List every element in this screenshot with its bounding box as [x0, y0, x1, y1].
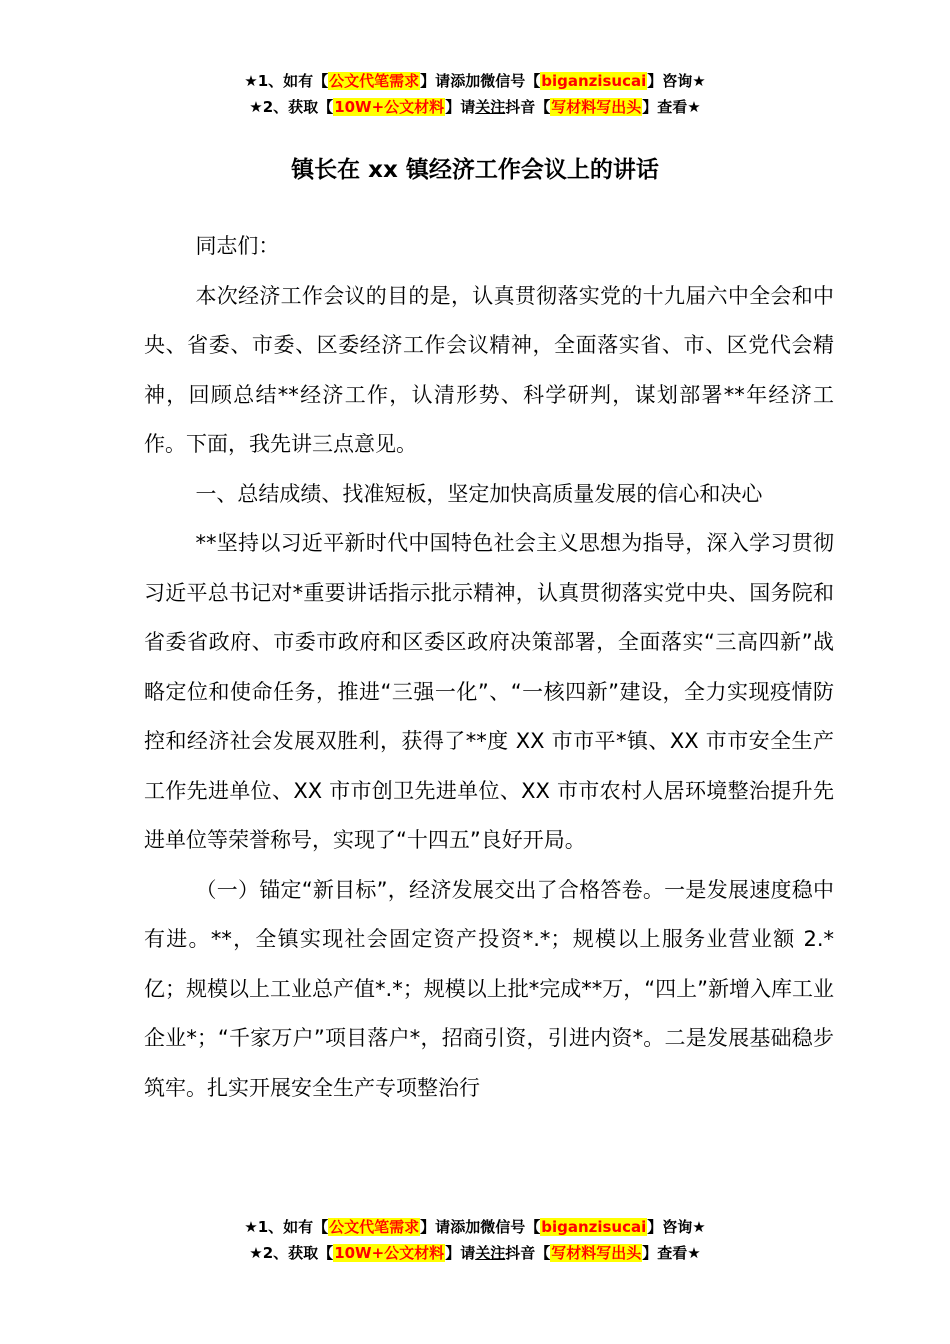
promo-text: ★2、获取【 — [249, 1244, 334, 1262]
document-title: 镇长在 xx 镇经济工作会议上的讲话 — [291, 157, 659, 183]
footer-promo-banner — [0, 1214, 950, 1266]
promo-highlight: biganzisucai — [541, 1218, 647, 1236]
promo-text: ★1、如有【 — [244, 1218, 329, 1236]
promo-highlight: 公文代笔需求 — [329, 1218, 420, 1236]
salutation: 同志们： — [195, 234, 280, 258]
promo-text: 】查看★ — [642, 98, 701, 116]
promo-text: 微信号【 — [480, 1218, 541, 1236]
document-body — [144, 222, 834, 1113]
promo-text: 】请 — [445, 98, 476, 116]
section-heading: 一、总结成绩、找准短板，坚定加快高质量发展的信心和决心 — [195, 481, 763, 506]
promo-text: ★1、如有【 — [244, 72, 329, 90]
promo-line-2 — [0, 1240, 950, 1266]
promo-emphasis: 关注 — [475, 98, 506, 116]
header-promo-banner — [0, 68, 950, 120]
promo-text: ★2、获取【 — [249, 98, 334, 116]
promo-text: 】咨询★ — [647, 72, 706, 90]
promo-highlight: 写材料写出头 — [551, 98, 642, 116]
body-paragraph: **坚持以习近平新时代中国特色社会主义思想为指导，深入学习贯彻习近平总书记对*重要讲话指示批示精神，认真贯彻落实党中央、国务院和省委省政府、市委市政府和区委区政府决策部署，全面落实“三高四新”战略定位和使命任务，推进“三强一化”、“一核四新”建设，全力实现疫情防控和经济社会发展双胜利，获得了**度 XX 市市平*镇、XX 市市安全生产工作先进单位、XX 市市创卫先进单位、XX 市市农村人居环境整治提升先进单位等荣誉称号，实现了“十四五”良好开局。 — [144, 531, 834, 852]
promo-text: 】查看★ — [642, 1244, 701, 1262]
promo-highlight: 10W+公文材料 — [334, 98, 445, 116]
promo-text: 】咨询★ — [647, 1218, 706, 1236]
body-paragraph: 本次经济工作会议的目的是，认真贯彻落实党的十九届六中全会和中央、省委、市委、区委经济工作会议精神，全面落实省、市、区党代会精神，回顾总结**经济工作，认清形势、科学研判，谋划部署**年经济工作。下面，我先讲三点意见。 — [144, 283, 834, 456]
promo-highlight: 公文代笔需求 — [329, 72, 420, 90]
promo-highlight: biganzisucai — [541, 72, 647, 90]
promo-text: 抖音【 — [505, 98, 551, 116]
promo-text: 】请 — [420, 72, 451, 90]
promo-text: 抖音【 — [505, 1244, 551, 1262]
promo-highlight: 10W+公文材料 — [334, 1244, 445, 1262]
promo-text: 】请 — [420, 1218, 451, 1236]
promo-emphasis: 添加 — [450, 1218, 481, 1236]
promo-emphasis: 添加 — [450, 72, 481, 90]
promo-text: 】请 — [445, 1244, 476, 1262]
body-paragraph: （一）锚定“新目标”，经济发展交出了合格答卷。一是发展速度稳中有进。**，全镇实现社会固定资产投资*.*；规模以上服务业营业额 2.*亿；规模以上工业总产值*.*；规模以上批*完成**万，“四上”新增入库工业企业*；“千家万户”项目落户*，招商引资，引进内资*。二是发展基础稳步筑牢。扎实开展安全生产专项整治行 — [144, 877, 834, 1100]
promo-line-1 — [0, 1214, 950, 1240]
promo-line-2 — [0, 94, 950, 120]
promo-text: 微信号【 — [480, 72, 541, 90]
promo-line-1 — [0, 68, 950, 94]
promo-highlight: 写材料写出头 — [551, 1244, 642, 1262]
promo-emphasis: 关注 — [475, 1244, 506, 1262]
